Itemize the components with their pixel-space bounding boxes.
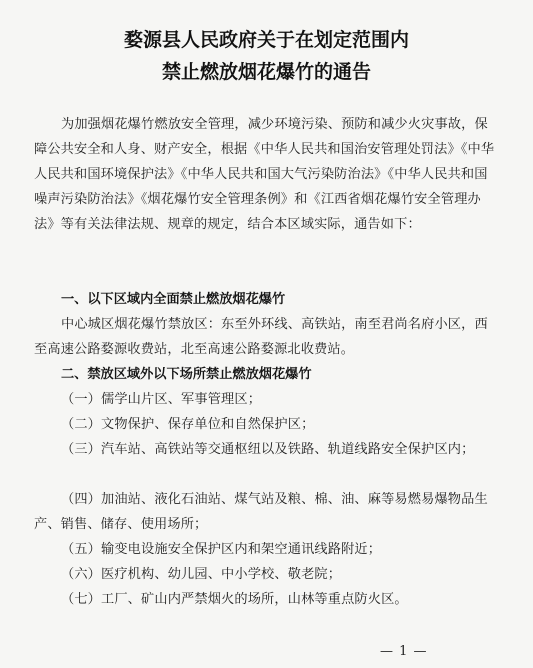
section-2-heading: 二、禁放区域外以下场所禁止燃放烟花爆竹 <box>61 367 312 382</box>
list-item: （七）工厂、矿山内严禁烟火的场所，山林等重点防火区。 <box>61 592 408 607</box>
page-number: — 1 — <box>380 644 428 659</box>
document-title-line-1: 婺源县人民政府关于在划定范围内 <box>123 29 409 51</box>
list-item: （三）汽车站、高铁站等交通枢纽以及铁路、轨道线路安全保护区内； <box>61 442 475 457</box>
section-1-body: 中心城区烟花爆竹禁放区：东至外环线、高铁站，南至君尚名府小区，西至高速公路婺源收费站，北至高速公路婺源北收费站。 <box>34 317 488 357</box>
section-1-heading: 一、以下区域内全面禁止燃放烟花爆竹 <box>61 292 286 307</box>
document-title-line-2: 禁止燃放烟花爆竹的通告 <box>161 61 371 83</box>
intro-paragraph: 为加强烟花爆竹燃放安全管理，减少环境污染、预防和减少火灾事故，保障公共安全和人身、财产安全，根据《中华人民共和国治安管理处罚法》《中华人民共和国环境保护法》《中华人民共和国大气污染防治法》《中华人民共和国噪声污染防治法》《烟花爆竹安全管理条例》和《江西省烟花爆竹安全管理办法》等有关法律法规、规章的规定，结合本区域实际，通告如下： <box>34 117 495 232</box>
list-item: （六）医疗机构、幼儿园、中小学校、敬老院； <box>61 567 342 582</box>
list-item: （四）加油站、液化石油站、煤气站及粮、棉、油、麻等易燃易爆物品生产、销售、储存、使用场所； <box>34 492 488 532</box>
list-item: （一）儒学山片区、军事管理区； <box>61 392 262 407</box>
list-item: （五）输变电设施安全保护区内和架空通讯线路附近； <box>61 542 382 557</box>
list-item: （二）文物保护、保存单位和自然保护区； <box>61 417 315 432</box>
